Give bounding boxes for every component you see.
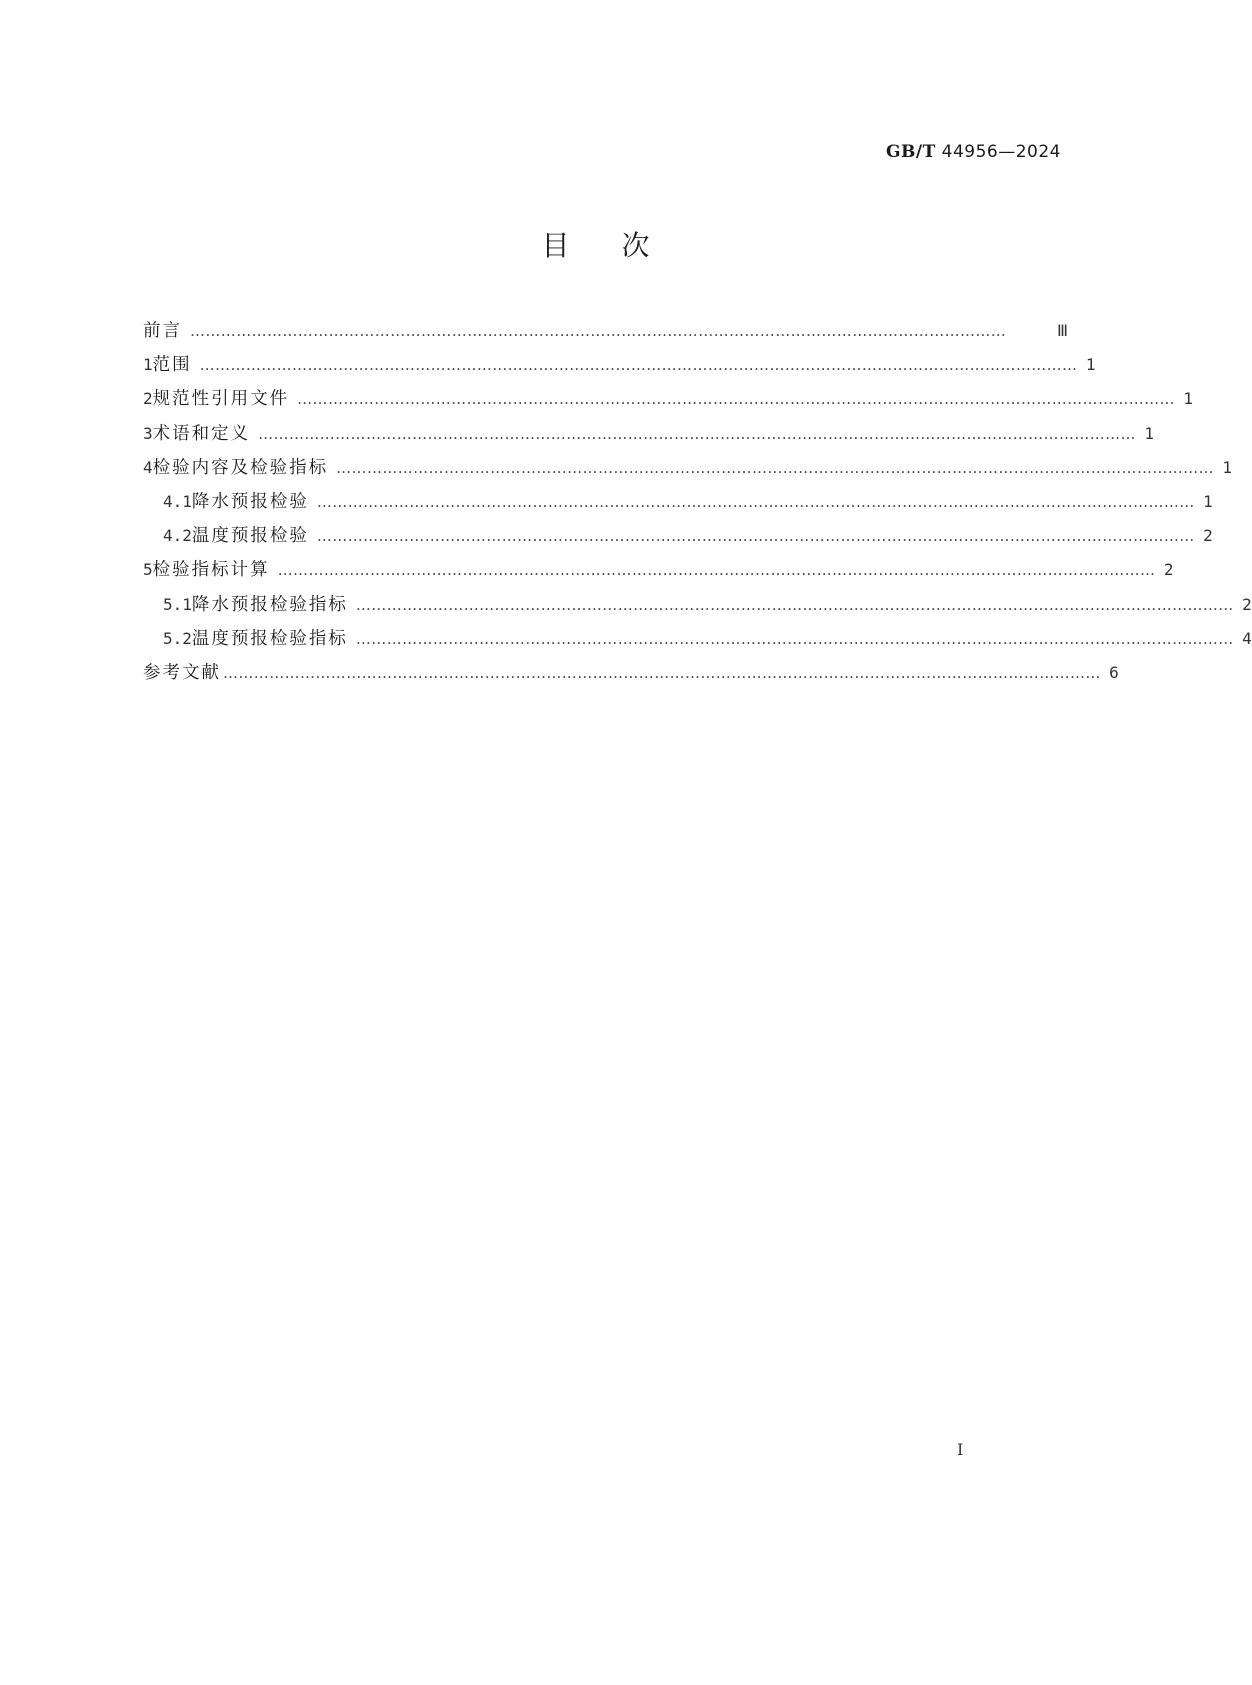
toc-entry-page: 1 bbox=[1085, 355, 1096, 375]
toc-entry-number: 2 bbox=[143, 389, 153, 409]
toc-entry-bibliography[interactable] bbox=[143, 662, 1119, 696]
toc-entry-temperature-verification[interactable] bbox=[143, 525, 1213, 559]
toc-entry-temperature-index[interactable] bbox=[143, 628, 1252, 662]
page-number: I bbox=[957, 1440, 964, 1459]
toc-leader-dots: …………………………………………………………………………………………………………………………………………… bbox=[190, 322, 1007, 340]
toc-entry-number: 4.1 bbox=[163, 491, 192, 511]
toc-entry-foreword[interactable] bbox=[143, 320, 1068, 354]
toc-entry-page: 1 bbox=[1144, 423, 1154, 443]
toc-entry-label: 范围 bbox=[152, 355, 192, 376]
toc-entry-label: 检验内容及检验指标 bbox=[152, 457, 329, 478]
toc-entry-scope[interactable] bbox=[143, 354, 1096, 388]
toc-entry-page: 1 bbox=[1183, 389, 1193, 409]
toc-entry-label: 前言 bbox=[143, 321, 182, 341]
toc-entry-number: 3 bbox=[143, 423, 153, 443]
toc-leader-dots: ……………………………………………………………………………………………………………………………………………………… bbox=[223, 663, 1101, 682]
toc-entry-label: 检验指标计算 bbox=[152, 560, 270, 581]
toc-entry-page: 2 bbox=[1203, 526, 1213, 546]
toc-entry-page: 1 bbox=[1203, 491, 1213, 511]
toc-entry-page: 1 bbox=[1222, 457, 1232, 477]
toc-entry-label: 规范性引用文件 bbox=[152, 389, 290, 410]
toc-leader-dots: ……………………………………………………………………………………………………………………………………………………… bbox=[297, 390, 1175, 409]
toc-entry-number: 1 bbox=[143, 355, 153, 375]
toc-entry-label: 温度预报检验 bbox=[191, 526, 309, 547]
toc-leader-dots: ……………………………………………………………………………………………………………………………………………………… bbox=[277, 561, 1156, 580]
toc-entry-number: 4.2 bbox=[163, 526, 192, 546]
toc-entry-page: 2 bbox=[1163, 560, 1174, 580]
toc-entry-number: 5.2 bbox=[163, 628, 192, 648]
toc-entry-verification-content[interactable] bbox=[143, 457, 1232, 491]
toc-leader-dots: ……………………………………………………………………………………………………………………………………………………… bbox=[336, 458, 1214, 477]
standard-code: 44956—2024 bbox=[941, 142, 1061, 162]
table-of-contents bbox=[143, 320, 1252, 696]
toc-leader-dots: ……………………………………………………………………………………………………………………………………………………… bbox=[355, 595, 1234, 614]
toc-entry-precipitation-index[interactable] bbox=[143, 594, 1252, 628]
toc-leader-dots: ……………………………………………………………………………………………………………………………………………………… bbox=[258, 424, 1136, 443]
toc-entry-page: 2 bbox=[1242, 594, 1252, 614]
toc-entry-label: 参考文献 bbox=[143, 662, 221, 683]
toc-entry-label: 降水预报检验 bbox=[191, 491, 309, 512]
toc-leader-dots: ……………………………………………………………………………………………………………………………………………………… bbox=[355, 629, 1234, 648]
toc-entry-terms-definitions[interactable] bbox=[143, 423, 1154, 457]
toc-leader-dots: ……………………………………………………………………………………………………………………………………………………… bbox=[316, 492, 1195, 511]
toc-entry-number: 5 bbox=[143, 560, 153, 580]
toc-entry-number: 4 bbox=[143, 457, 153, 477]
toc-leader-dots: ……………………………………………………………………………………………………………………………………………………… bbox=[316, 527, 1195, 546]
toc-entry-page: 6 bbox=[1109, 662, 1119, 682]
toc-entry-label: 降水预报检验指标 bbox=[191, 594, 348, 615]
standard-number bbox=[886, 142, 1061, 162]
toc-title: 目次 bbox=[541, 229, 702, 262]
toc-entry-label: 术语和定义 bbox=[152, 423, 251, 444]
toc-entry-number: 5.1 bbox=[163, 594, 192, 614]
toc-entry-normative-references[interactable] bbox=[143, 388, 1193, 422]
standard-prefix: GB/T bbox=[886, 142, 936, 162]
toc-entry-precipitation-verification[interactable] bbox=[143, 491, 1213, 525]
toc-entry-page: 4 bbox=[1242, 628, 1252, 648]
toc-leader-dots: ……………………………………………………………………………………………………………………………………………………… bbox=[199, 356, 1078, 375]
toc-entry-label: 温度预报检验指标 bbox=[191, 628, 348, 649]
toc-entry-index-calculation[interactable] bbox=[143, 559, 1174, 593]
toc-entry-page: Ⅲ bbox=[1056, 321, 1068, 340]
